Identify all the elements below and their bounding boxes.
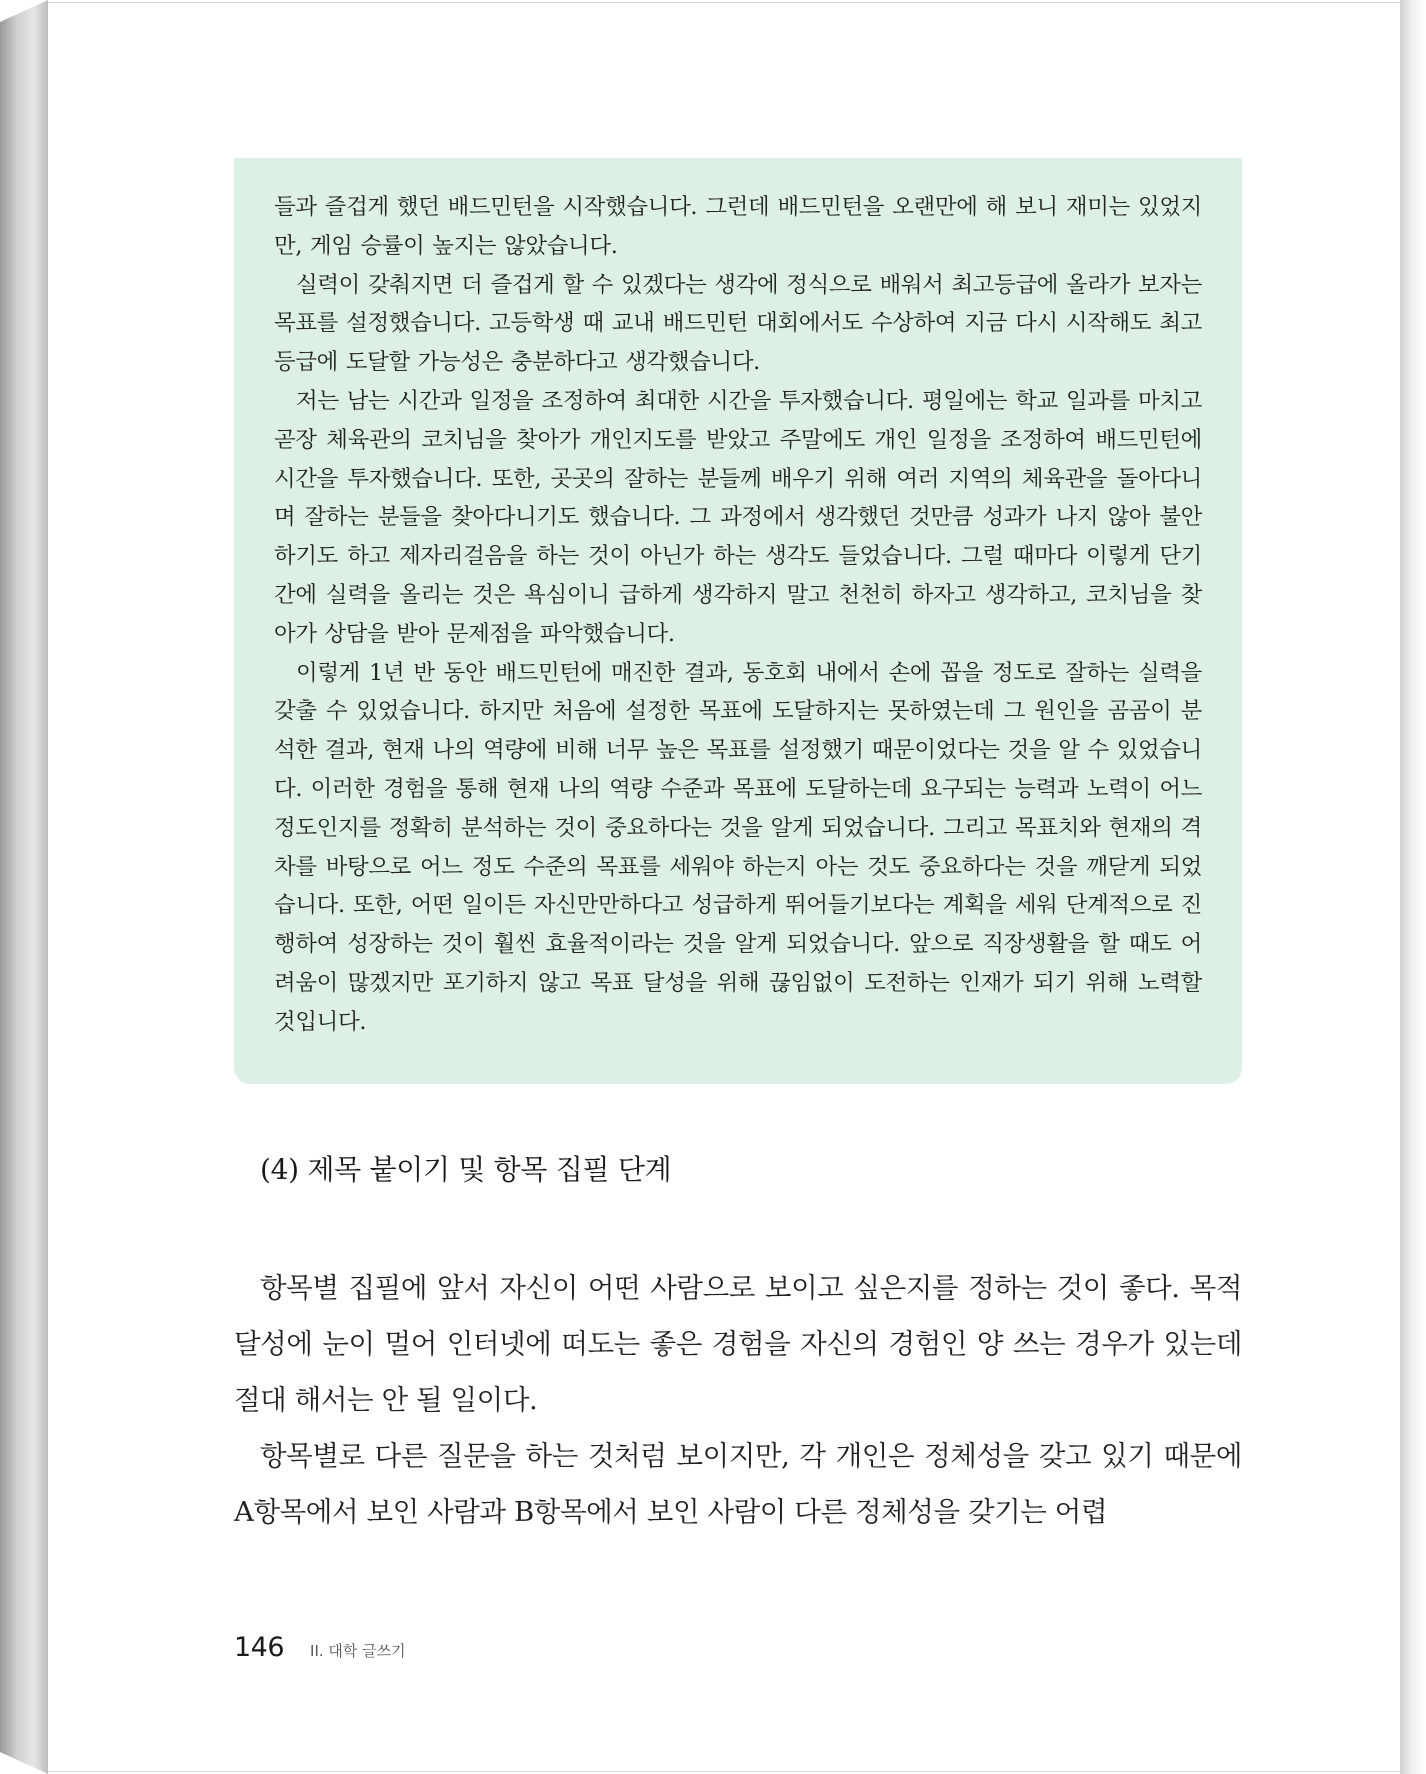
page-edge-shadow <box>1400 0 1426 1774</box>
running-header: II. 대학 글쓰기 <box>310 1642 406 1660</box>
box-paragraph-3: 저는 남는 시간과 일정을 조정하여 최대한 시간을 투자했습니다. 평일에는 학교 일과를 마치고 곧장 체육관의 코치님을 찾아가 개인지도를 받았고 주말에도 개인 일정을 조정하여 배드민턴에 시간을 투자했습니다. 또한, 곳곳의 잘하는 분들께 배우기 위해 여러 지역의 체육관을 돌아다니며 잘하는 분들을 찾아다니기도 했습니다. 그 과정에서 생각했던 것만큼 성과가 나지 않아 불안하기도 하고 제자리걸음을 하는 것이 아닌가 하는 생각도 들었습니다. 그럴 때마다 이렇게 단기간에 실력을 올리는 것은 욕심이니 급하게 생각하지 말고 천천히 하자고 생각하고, 코치님을 찾아가 상담을 받아 문제점을 파악했습니다. <box>274 387 1202 647</box>
body-paragraph-2: 항목별로 다른 질문을 하는 것처럼 보이지만, 각 개인은 정체성을 갖고 있기 때문에 A항목에서 보인 사람과 B항목에서 보인 사람이 다른 정체성을 갖기는 어렵 <box>234 1440 1242 1528</box>
page-number: 146 <box>234 1632 285 1663</box>
body-paragraph-1: 항목별 집필에 앞서 자신이 어떤 사람으로 보이고 싶은지를 정하는 것이 좋다. 목적 달성에 눈이 멀어 인터넷에 떠도는 좋은 경험을 자신의 경험인 양 쓰는 경우가 있는데 절대 해서는 안 될 일이다. <box>234 1272 1242 1416</box>
book-spine <box>0 0 48 1774</box>
box-paragraph-4: 이렇게 1년 반 동안 배드민턴에 매진한 결과, 동호회 내에서 손에 꼽을 정도로 잘하는 실력을 갖출 수 있었습니다. 하지만 처음에 설정한 목표에 도달하지는 못하였는데 그 원인을 곰곰이 분석한 결과, 현재 나의 역량에 비해 너무 높은 목표를 설정했기 때문이었다는 것을 알 수 있었습니다. 이러한 경험을 통해 현재 나의 역량 수준과 목표에 도달하는데 요구되는 능력과 노력이 어느 정도인지를 정확히 분석하는 것이 중요하다는 것을 알게 되었습니다. 그리고 목표치와 현재의 격차를 바탕으로 어느 정도 수준의 목표를 세워야 하는지 아는 것도 중요하다는 것을 깨닫게 되었습니다. 또한, 어떤 일이든 자신만만하다고 성급하게 뛰어들기보다는 계획을 세워 단계적으로 진행하여 성장하는 것이 훨씬 효율적이라는 것을 알게 되었습니다. 앞으로 직장생활을 할 때도 어려움이 많겠지만 포기하지 않고 목표 달성을 위해 끊임없이 도전하는 인재가 되기 위해 노력할 것입니다. <box>274 659 1202 1035</box>
example-essay-box <box>234 158 1242 1084</box>
spine-corner-top <box>0 0 48 22</box>
example-essay-text <box>274 188 1202 1042</box>
spine-corner-bottom <box>0 1752 48 1774</box>
body-text <box>234 1260 1242 1540</box>
box-paragraph-1: 들과 즐겁게 했던 배드민턴을 시작했습니다. 그런데 배드민턴을 오랜만에 해 보니 재미는 있었지만, 게임 승률이 높지는 않았습니다. <box>274 194 1202 259</box>
box-paragraph-2: 실력이 갖춰지면 더 즐겁게 할 수 있겠다는 생각에 정식으로 배워서 최고등급에 올라가 보자는 목표를 설정했습니다. 고등학생 때 교내 배드민턴 대회에서도 수상하여 지금 다시 시작해도 최고등급에 도달할 가능성은 충분하다고 생각했습니다. <box>274 271 1202 376</box>
section-heading: (4) 제목 붙이기 및 항목 집필 단계 <box>260 1153 672 1186</box>
page-footer <box>234 1632 406 1672</box>
